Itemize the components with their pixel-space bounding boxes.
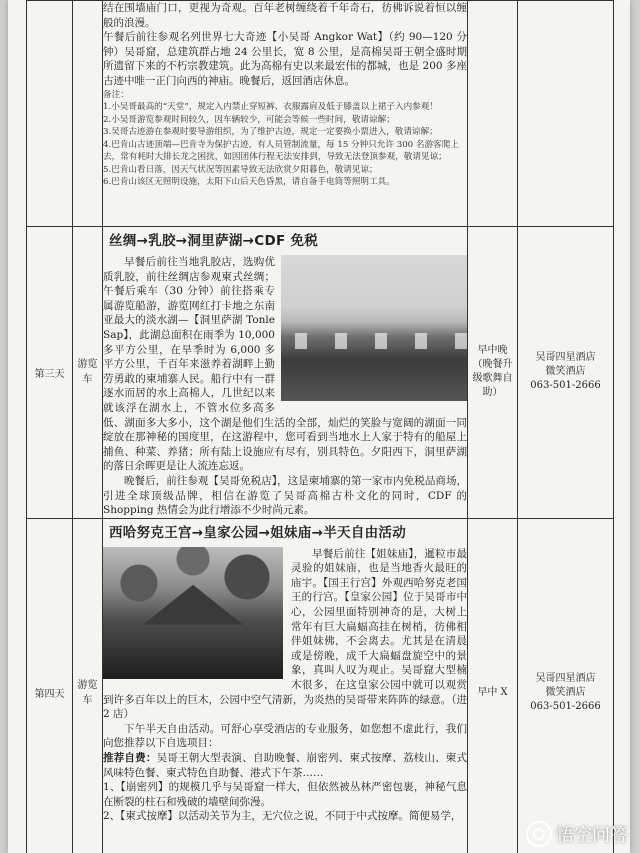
- day4-text: 早餐后前往【姐妹庙】，暹粒市最灵验的姐妹庙，也是当地香火最旺的庙宇。【国王行宫】外观西哈努克老国王的行宫。【皇家公园】位于吴哥市中心，公园里面特别神奇的是，大树上常年有巨大扁蝠高挂在树梢，彷佛相伴姐妹佛，不会离去。尤其是在清晨或是傍晚，成千大扁蝠盘旋空中的景象，真叫人叹为观止。吴哥窟大型楠木很多，在这皇家公园中就可以观赏到许多百年以上的巨木，公园中空气清新，为炎热的吴哥带来阵阵的绿意。（进 2 店）: [103, 547, 467, 721]
- note-item: 3.吴哥古迹游在参观时要导游组织，为了维护古迹，规定一定要换小票进入，敬请谅解；: [103, 127, 438, 138]
- recommend-list: 吴哥王朝大型表演、自助晚餐、崩密列、柬式按摩、荔枝山、柬式风味特色餐、柬式特色自助餐、港式下午茶……: [103, 752, 468, 779]
- hotel-name: 吴哥四星酒店: [535, 672, 596, 684]
- transport-label: 游览车: [73, 518, 103, 853]
- hotel-name: 微笑酒店: [545, 366, 586, 378]
- note-item: 5.巴肯山看日落，因天气状况等因素导致无法欣赏夕阳暮色，敬请见谅；: [103, 164, 378, 175]
- watermark-text: 悟空问答: [556, 825, 628, 846]
- hotel-phone: 063-501-2666: [530, 700, 601, 712]
- hotel-phone: 063-501-2666: [530, 380, 601, 392]
- meal-info: 早中晚（晚餐升级歌舞自助）: [468, 227, 518, 519]
- day-label: 第三天: [27, 227, 73, 519]
- hotel-info: [518, 518, 614, 853]
- day3-text: 晚餐后，前往参观【吴哥免税店】，这是柬埔寨的第一家市内免税品商场，引进全球顶级品牌，相信在游览了吴哥高棉古朴文化的同时，CDF 的 Shopping 热情会为此行增添不少时尚元素。: [103, 474, 467, 517]
- table-row-day4: [27, 518, 614, 853]
- day4-extra: 2、【柬式按摩】以活动关节为主，无穴位之说，不同于中式按摩。简便易学，: [103, 810, 462, 823]
- transport-label: 游览车: [73, 227, 103, 519]
- note-item: 1.小吴哥最高的“天堂”，规定入内禁止穿短裤、衣服露肩及低于膝盖以上裙子入内参观！: [103, 102, 438, 113]
- hotel-name: 微笑酒店: [545, 686, 586, 698]
- itinerary-table: [26, 0, 614, 853]
- day3-text: 早餐后前往当地乳胶店，选购优质乳胶，前往丝绸店参观柬式丝绸；午餐后乘车（30 分钟）前往搭乘专属游览船游，游览网红打卡地之东南亚最大的淡水湖—【洞里萨湖 Tonle Sap】，此湖总面积在雨季为 10,000 多平方公里，在旱季时为 6,000 多平方公里，千百年来滋养着湖畔上勤劳勇敢的柬埔寨人民。船行中有一群逐水而居的水上高棉人，几世纪以来就该浮在湖水上，不管水位多高多低、湖面多大多小，这个湖是他们生活的全部，灿烂的笑脸与宽阔的湖面一同绽放在那神秘的国度里，在这游程中，您可看到当地水上人家于特有的船屋上捕鱼、种菜、养猪；所有陆上设施应有尽有，别具特色。夕阳西下，洞里萨湖的落日余晖更是让人流连忘返。: [103, 256, 467, 473]
- route-title: 西哈努克王宫→皇家公园→姐妹庙→半天自由活动: [109, 524, 407, 541]
- day3-content: [103, 227, 468, 519]
- note-item: 2.小吴哥游览参观时间较久，因车辆较少，可能会等候一些时间，敬请谅解；: [103, 114, 395, 125]
- day4-extra: 1、【崩密列】的规模几乎与吴哥窟一样大，但依然被丛林严密包裹，神秘气息在断裂的柱石和残破的墙壁间弥漫。: [103, 781, 467, 808]
- note-item: 6.巴肯山该区无照明设施，太阳下山后天色昏黑，请自备手电筒等照明工具。: [103, 177, 395, 188]
- day2-text: 结在围墙庙门口，更视为奇观。百年老树缠绕着千年奇石，彷佛诉说着恒以缠般的浪漫。: [103, 2, 467, 29]
- temple-photo: [103, 547, 283, 679]
- day2-content: [103, 1, 468, 227]
- note-item: 4.巴肯山古迹顶端—巴肯寺为保护古迹，有人员管制流量，每 15 分钟只允许 300 名游客爬上去，常有耗时大排长龙之困扰，如因团体行程无法安排到，导致无法登顶参观，敬请见谅；: [103, 139, 459, 163]
- notes-title: 备注：: [103, 89, 129, 100]
- table-row-day3: [27, 227, 614, 519]
- itinerary-page: [8, 0, 630, 853]
- day4-content: [103, 518, 468, 853]
- watermark: [526, 821, 628, 847]
- lake-photo: [281, 255, 467, 401]
- meal-info: 早中 X: [468, 518, 518, 853]
- recommend-title: 推荐自费：: [103, 752, 157, 764]
- hotel-name: 吴哥四星酒店: [535, 352, 596, 364]
- day2-text: 午餐后前往参观名列世界七大奇迹【小吴哥 Angkor Wat】（约 90—120 分钟）吴哥窟，总建筑群占地 24 公里长，宽 8 公里，是高棉吴哥王朝全盛时期所遗留下来的不朽宗教建筑。此为高棉有史以来最宏伟的都城，也是 200 多座古迹中唯一正门向西的神庙。晚餐后，返回酒店休息。: [103, 31, 467, 87]
- hotel-info: [518, 227, 614, 519]
- day-label: 第四天: [27, 518, 73, 853]
- day4-text: 下午半天自由活动。可舒心享受酒店的专业服务，如您想不虚此行，我们向您推荐以下自选项目：: [103, 722, 467, 750]
- route-title: 丝绸→乳胶→洞里萨湖→CDF 免税: [109, 233, 319, 249]
- wukong-logo-icon: [526, 821, 552, 847]
- table-row-day2-continued: [27, 1, 614, 227]
